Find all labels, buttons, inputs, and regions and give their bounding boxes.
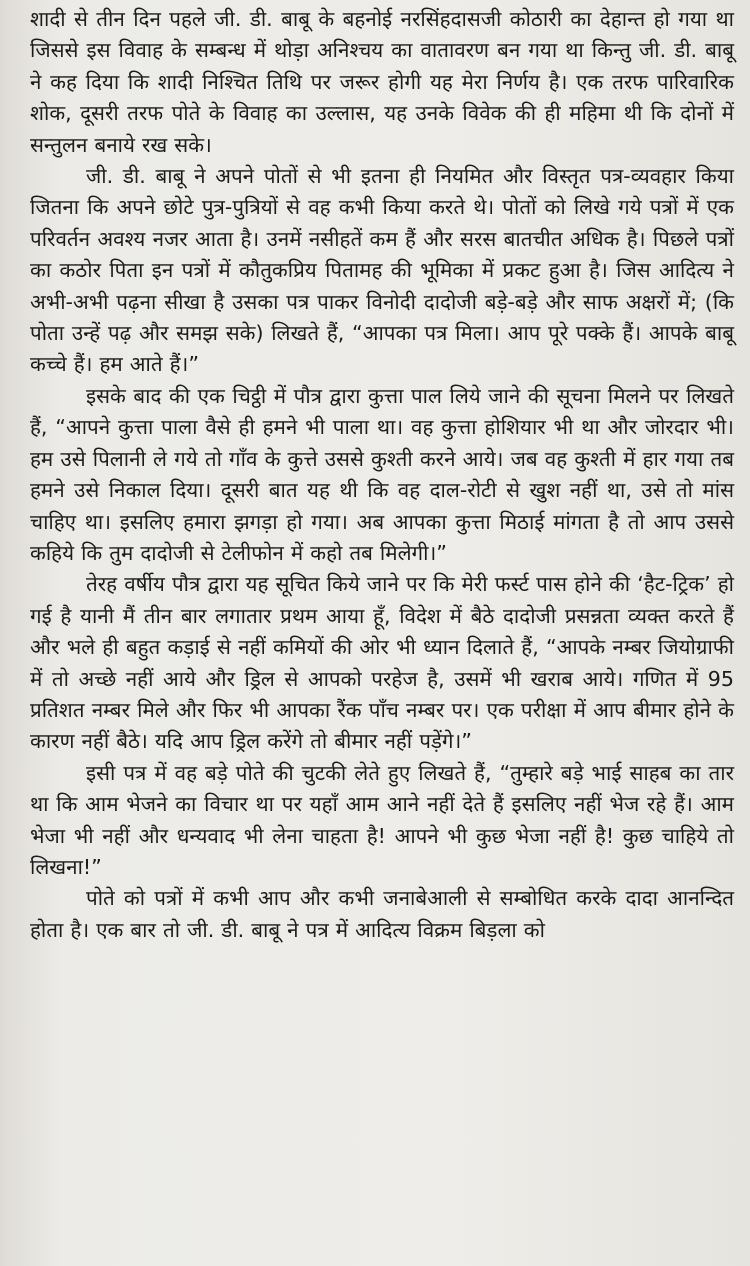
- paragraph-6: पोते को पत्रों में कभी आप और कभी जनाबेआली से सम्बोधित करके दादा आनन्दित होता है। एक बार तो जी. डी. बाबू ने पत्र में आदित्य विक्रम बिड़ला को: [30, 886, 734, 942]
- paragraph-1: शादी से तीन दिन पहले जी. डी. बाबू के बहनोई नरसिंहदासजी कोठारी का देहान्त हो गया था जिससे इस विवाह के सम्बन्ध में थोड़ा अनिश्चय का वातावरण बन गया था किन्तु जी. डी. बाबू ने कह दिया कि शादी निश्चित तिथि पर जरूर होगी यह मेरा निर्णय है। एक तरफ पारिवारिक शोक, दूसरी तरफ पोते के विवाह का उल्लास, यह उनके विवेक की ही महिमा थी कि दोनों में सन्तुलन बनाये रख सके।: [30, 7, 734, 157]
- paragraph-3: इसके बाद की एक चिट्ठी में पौत्र द्वारा कुत्ता पाल लिये जाने की सूचना मिलने पर लिखते हैं, “आपने कुत्ता पाला वैसे ही हमने भी पाला था। वह कुत्ता होशियार भी था और जोरदार भी। हम उसे पिलानी ले गये तो गाँव के कुत्ते उससे कुश्ती करने आये। जब वह कुश्ती में हार गया तब हमने उसे निकाल दिया। दूसरी बात यह थी कि वह दाल-रोटी से खुश नहीं था, उसे तो मांस चाहिए था। इसलिए हमारा झगड़ा हो गया। अब आपका कुत्ता मिठाई मांगता है तो आप उससे कहिये कि तुम दादोजी से टेलीफोन में कहो तब मिलेगी।”: [30, 383, 734, 565]
- paragraph-5: इसी पत्र में वह बड़े पोते की चुटकी लेते हुए लिखते हैं, “तुम्हारे बड़े भाई साहब का तार था कि आम भेजने का विचार था पर यहाँ आम आने नहीं देते हैं इसलिए नहीं भेज रहे हैं। आम भेजा भी नहीं और धन्यवाद भी लेना चाहता है! आपने भी कुछ भेजा नहीं है! कुछ चाहिये तो लिखना!”: [30, 760, 734, 879]
- paragraph-2: जी. डी. बाबू ने अपने पोतों से भी इतना ही नियमित और विस्तृत पत्र-व्यवहार किया जितना कि अपने छोटे पुत्र-पुत्रियों से वह कभी किया करते थे। पोतों को लिखे गये पत्रों में एक परिवर्तन अवश्य नजर आता है। उनमें नसीहतें कम हैं और सरस बातचीत अधिक है। पिछले पत्रों का कठोर पिता इन पत्रों में कौतुकप्रिय पितामह की भूमिका में प्रकट हुआ है। जिस आदित्य ने अभी-अभी पढ़ना सीखा है उसका पत्र पाकर विनोदी दादोजी बड़े-बड़े और साफ अक्षरों में; (कि पोता उन्हें पढ़ और समझ सके) लिखते हैं, “आपका पत्र मिला। आप पूरे पक्के हैं। आपके बाबू कच्चे हैं। हम आते हैं।”: [30, 164, 734, 377]
- paragraph-4: तेरह वर्षीय पौत्र द्वारा यह सूचित किये जाने पर कि मेरी फर्स्ट पास होने की ‘हैट-ट्रिक’ हो गई है यानी मैं तीन बार लगातार प्रथम आया हूँ, विदेश में बैठे दादोजी प्रसन्नता व्यक्त करते हैं और भले ही बहुत कड़ाई से नहीं कमियों की ओर भी ध्यान दिलाते हैं, “आपके नम्बर जियोग्राफी में तो अच्छे नहीं आये और ड्रिल से आपको परहेज है, उसमें भी खराब आये। गणित में 95 प्रतिशत नम्बर मिले और फिर भी आपका रैंक पाँच नम्बर पर। एक परीक्षा में आप बीमार होने के कारण नहीं बैठे। यदि आप ड्रिल करेंगे तो बीमार नहीं पड़ेंगे।”: [30, 572, 734, 754]
